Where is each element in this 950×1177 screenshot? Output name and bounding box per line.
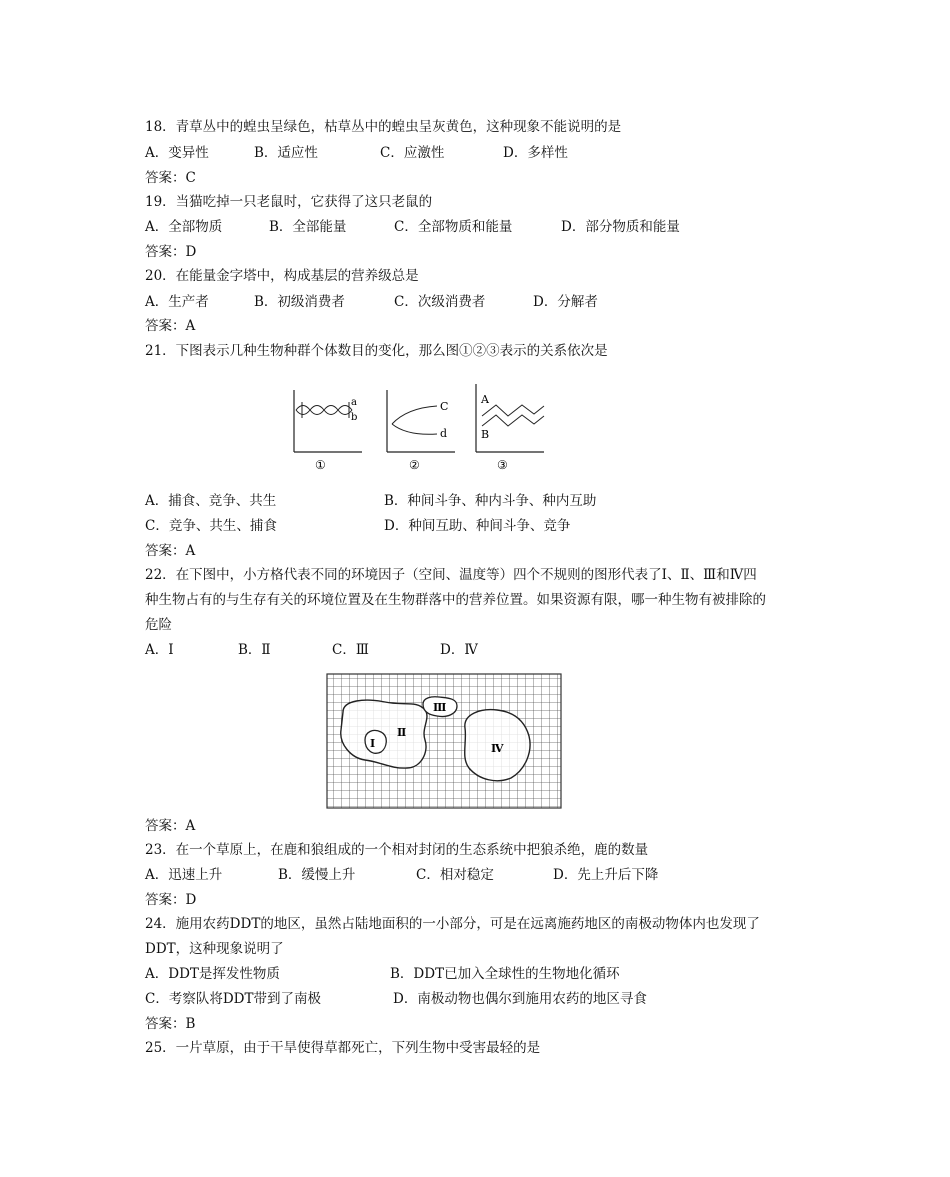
q21-option-d: D．种间互助、种间斗争、竞争 <box>384 518 571 534</box>
region-iii-label: Ⅲ <box>433 701 447 714</box>
q21-answer: 答案：A <box>145 543 196 559</box>
q20-option-c: C．次级消费者 <box>394 294 486 310</box>
graph-1-label-b: b <box>351 412 358 423</box>
q23-option-c: C．相对稳定 <box>416 867 494 883</box>
q21-option-b: B．种间斗争、种内斗争、种内互助 <box>384 493 597 509</box>
q21-option-c: C．竞争、共生、捕食 <box>145 518 277 534</box>
q21-option-a: A．捕食、竞争、共生 <box>145 493 277 509</box>
graph-3 <box>476 384 544 472</box>
q22-answer: 答案：A <box>145 818 196 834</box>
graph-2-label-d: d <box>440 427 448 440</box>
q23-stem: 23．在一个草原上，在鹿和狼组成的一个相对封闭的生态系统中把狼杀绝，鹿的数量 <box>145 842 649 858</box>
graph-3-label-b: B <box>481 428 490 441</box>
region-i-label: Ⅰ <box>370 737 376 750</box>
graph-2-caption: ② <box>409 458 420 472</box>
niche-grid-figure <box>325 670 565 812</box>
graph-2-label-c: C <box>440 400 449 413</box>
q22-option-b: B．Ⅱ <box>238 642 271 658</box>
q24-option-c: C．考察队将DDT带到了南极 <box>145 991 321 1007</box>
q20-option-d: D．分解者 <box>533 294 598 310</box>
q24-answer: 答案：B <box>145 1016 196 1032</box>
q21-stem: 21．下图表示几种生物种群个体数目的变化，那么图①②③表示的关系依次是 <box>145 343 608 359</box>
graph-1-label-a: a <box>351 397 357 408</box>
q22-stem-line2: 种生物占有的与生存有关的环境位置及在生物群落中的营养位置。如果资源有限，哪一种生物有被排除的 <box>145 592 766 608</box>
q24-option-b: B．DDT已加入全球性的生物地化循环 <box>390 966 620 982</box>
q20-answer: 答案：A <box>145 318 196 334</box>
q20-option-a: A．生产者 <box>145 294 209 310</box>
q24-stem-line2: DDT，这种现象说明了 <box>145 941 284 957</box>
q20-option-b: B．初级消费者 <box>254 294 345 310</box>
q19-option-d: D．部分物质和能量 <box>561 219 680 235</box>
q19-answer: 答案：D <box>145 244 197 260</box>
q23-option-a: A．迅速上升 <box>145 867 223 883</box>
q19-option-c: C．全部物质和能量 <box>394 219 513 235</box>
q18-option-a: A．变异性 <box>145 145 209 161</box>
q22-option-c: C．Ⅲ <box>332 642 369 658</box>
q18-stem: 18．青草丛中的蝗虫呈绿色，枯草丛中的蝗虫呈灰黄色，这种现象不能说明的是 <box>145 119 622 135</box>
q24-option-a: A．DDT是挥发性物质 <box>145 966 280 982</box>
q23-answer: 答案：D <box>145 892 197 908</box>
q25-stem: 25．一片草原，由于干旱使得草都死亡，下列生物中受害最轻的是 <box>145 1040 541 1056</box>
region-i-shape <box>365 730 386 753</box>
graph-3-caption: ③ <box>497 458 508 472</box>
q19-option-b: B．全部能量 <box>269 219 347 235</box>
q24-stem-line1: 24．施用农药DDT的地区，虽然占陆地面积的一小部分，可是在远离施药地区的南极动物体内也发现了 <box>145 916 760 932</box>
q19-option-a: A．全部物质 <box>145 219 223 235</box>
q19-stem: 19．当猫吃掉一只老鼠时，它获得了这只老鼠的 <box>145 194 433 210</box>
q22-stem-line1: 22．在下图中，小方格代表不同的环境因子（空间、温度等）四个不规则的图形代表了Ⅰ、Ⅱ、Ⅲ和Ⅳ四 <box>145 567 757 583</box>
region-ii-label: Ⅱ <box>397 726 407 739</box>
graph-3-label-a: A <box>481 393 489 406</box>
q18-option-b: B．适应性 <box>254 145 318 161</box>
graph-2 <box>387 390 455 472</box>
population-graphs-figure <box>282 380 552 475</box>
q22-option-a: A．Ⅰ <box>145 642 174 658</box>
q22-stem-line3: 危险 <box>145 617 172 633</box>
q20-stem: 20．在能量金字塔中，构成基层的营养级总是 <box>145 268 419 284</box>
q23-option-b: B．缓慢上升 <box>278 867 356 883</box>
region-iv-label: Ⅳ <box>491 742 504 755</box>
q22-option-d: D．Ⅳ <box>440 642 478 658</box>
q24-option-d: D．南极动物也偶尔到施用农药的地区寻食 <box>393 991 647 1007</box>
q18-answer: 答案：C <box>145 170 196 186</box>
q23-option-d: D．先上升后下降 <box>553 867 659 883</box>
q18-option-d: D．多样性 <box>503 145 568 161</box>
graph-1 <box>294 390 362 472</box>
q18-option-c: C．应激性 <box>380 145 445 161</box>
graph-1-caption: ① <box>315 458 326 472</box>
